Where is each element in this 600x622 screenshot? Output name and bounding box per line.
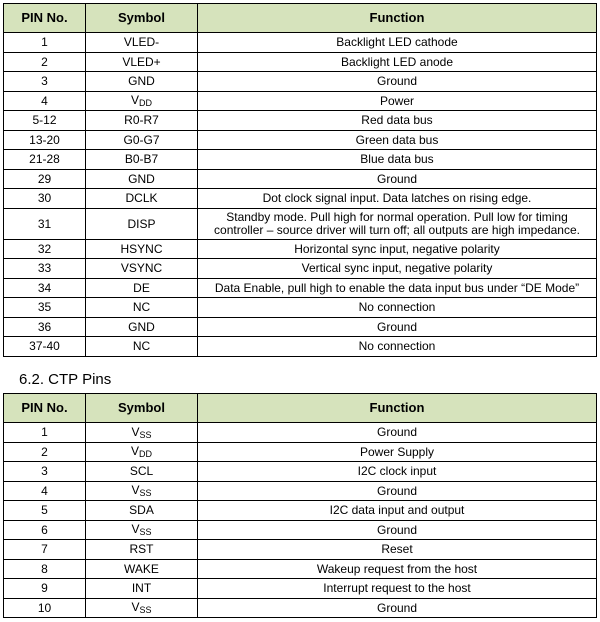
function-cell: Ground (198, 598, 597, 618)
function-cell: Standby mode. Pull high for normal operation. Pull low for timing controller – source driver will turn off; all outputs are high impedance. (198, 208, 597, 239)
symbol-text: V (131, 483, 140, 498)
table-row (4, 72, 597, 92)
symbol-subscript: DD (139, 98, 152, 109)
symbol-subscript: SS (139, 527, 152, 538)
function-cell: Ground (198, 72, 597, 92)
pin-number-cell: 9 (4, 579, 86, 599)
table-row (4, 442, 597, 462)
table-row (4, 130, 597, 150)
symbol-text: WAKE (124, 561, 159, 576)
function-cell: Green data bus (198, 130, 597, 150)
function-cell: Backlight LED cathode (198, 33, 597, 53)
symbol-cell (86, 462, 198, 482)
symbol-text: DISP (127, 216, 156, 231)
pin-number-cell: 31 (4, 208, 86, 239)
table-row (4, 501, 597, 521)
pin-number-cell: 35 (4, 298, 86, 318)
symbol-text: DCLK (125, 191, 158, 206)
symbol-text: NC (132, 339, 151, 354)
lcd-pin-rows (4, 33, 597, 357)
symbol-text: R0-R7 (124, 113, 159, 128)
symbol-subscript: SS (139, 488, 152, 499)
table-row (4, 259, 597, 279)
symbol-subscript: SS (139, 605, 152, 616)
symbol-cell (86, 259, 198, 279)
symbol-cell (86, 540, 198, 560)
function-cell: I2C data input and output (198, 501, 597, 521)
table-row (4, 33, 597, 53)
symbol-cell (86, 520, 198, 540)
function-cell: Ground (198, 520, 597, 540)
symbol-cell (86, 33, 198, 53)
function-cell: Backlight LED anode (198, 52, 597, 72)
function-cell: Red data bus (198, 111, 597, 131)
symbol-cell (86, 72, 198, 92)
table-row (4, 462, 597, 482)
function-cell: No connection (198, 337, 597, 357)
header-symbol: Symbol (86, 4, 198, 33)
symbol-cell (86, 189, 198, 209)
function-cell: Reset (198, 540, 597, 560)
pin-number-cell: 33 (4, 259, 86, 279)
symbol-cell (86, 317, 198, 337)
symbol-cell (86, 501, 198, 521)
symbol-text: NC (132, 300, 151, 315)
symbol-cell (86, 298, 198, 318)
pin-number-cell: 2 (4, 442, 86, 462)
function-cell: Ground (198, 423, 597, 443)
symbol-text: V (131, 522, 140, 537)
pin-number-cell: 5-12 (4, 111, 86, 131)
symbol-text: VSYNC (120, 261, 163, 276)
symbol-text: B0-B7 (124, 152, 159, 167)
pin-number-cell: 34 (4, 278, 86, 298)
pin-number-cell: 4 (4, 91, 86, 111)
pin-number-cell: 6 (4, 520, 86, 540)
symbol-cell (86, 150, 198, 170)
symbol-text: V (131, 424, 140, 439)
function-cell: Data Enable, pull high to enable the data input bus under “DE Mode” (198, 278, 597, 298)
table-row (4, 189, 597, 209)
header-function: Function (198, 4, 597, 33)
symbol-text: SDA (129, 503, 154, 518)
symbol-cell (86, 239, 198, 259)
function-cell: Ground (198, 317, 597, 337)
table-header-row (4, 394, 597, 423)
symbol-text: VLED- (123, 35, 160, 50)
pin-number-cell: 10 (4, 598, 86, 618)
header-pin-no: PIN No. (4, 4, 86, 33)
function-cell: Vertical sync input, negative polarity (198, 259, 597, 279)
table-row (4, 337, 597, 357)
symbol-cell (86, 579, 198, 599)
ctp-pin-rows (4, 423, 597, 618)
symbol-subscript: SS (139, 429, 152, 440)
pin-number-cell: 32 (4, 239, 86, 259)
function-cell: Horizontal sync input, negative polarity (198, 239, 597, 259)
symbol-cell (86, 169, 198, 189)
symbol-text: SCL (129, 464, 154, 479)
table-row (4, 317, 597, 337)
table-row (4, 298, 597, 318)
symbol-text: RST (129, 542, 154, 557)
ctp-pin-table (3, 393, 597, 618)
symbol-cell (86, 423, 198, 443)
table-row (4, 111, 597, 131)
section-heading: 6.2. CTP Pins (19, 371, 112, 388)
pin-number-cell: 21-28 (4, 150, 86, 170)
table-row (4, 208, 597, 239)
symbol-text: V (130, 93, 139, 108)
pin-number-cell: 30 (4, 189, 86, 209)
table-row (4, 481, 597, 501)
function-cell: Interrupt request to the host (198, 579, 597, 599)
symbol-cell (86, 52, 198, 72)
symbol-text: GND (128, 171, 155, 186)
table-row (4, 278, 597, 298)
function-cell: Dot clock signal input. Data latches on rising edge. (198, 189, 597, 209)
symbol-cell (86, 278, 198, 298)
symbol-text: GND (128, 74, 155, 89)
pin-number-cell: 8 (4, 559, 86, 579)
function-cell: Power Supply (198, 442, 597, 462)
header-symbol: Symbol (86, 394, 198, 423)
function-cell: Ground (198, 169, 597, 189)
pin-number-cell: 37-40 (4, 337, 86, 357)
symbol-cell (86, 130, 198, 150)
header-function: Function (198, 394, 597, 423)
symbol-text: DE (133, 280, 150, 295)
pin-number-cell: 13-20 (4, 130, 86, 150)
pin-number-cell: 1 (4, 33, 86, 53)
table-row (4, 169, 597, 189)
table-row (4, 559, 597, 579)
symbol-cell (86, 481, 198, 501)
pin-number-cell: 4 (4, 481, 86, 501)
symbol-cell (86, 598, 198, 618)
symbol-cell (86, 91, 198, 111)
symbol-text: V (130, 444, 139, 459)
function-cell: Power (198, 91, 597, 111)
table-row (4, 540, 597, 560)
symbol-cell (86, 559, 198, 579)
lcd-pin-table (3, 3, 597, 357)
symbol-text: G0-G7 (123, 132, 160, 147)
function-cell: I2C clock input (198, 462, 597, 482)
table-row (4, 239, 597, 259)
pin-number-cell: 36 (4, 317, 86, 337)
pin-number-cell: 5 (4, 501, 86, 521)
table-row (4, 520, 597, 540)
pin-number-cell: 29 (4, 169, 86, 189)
symbol-text: V (131, 600, 140, 615)
header-pin-no: PIN No. (4, 394, 86, 423)
pin-number-cell: 1 (4, 423, 86, 443)
table-row (4, 579, 597, 599)
table-row (4, 52, 597, 72)
function-cell: No connection (198, 298, 597, 318)
pin-number-cell: 3 (4, 72, 86, 92)
table-row (4, 91, 597, 111)
symbol-text: GND (128, 319, 155, 334)
symbol-cell (86, 442, 198, 462)
symbol-subscript: DD (139, 449, 152, 460)
table-header-row (4, 4, 597, 33)
table-row (4, 150, 597, 170)
function-cell: Ground (198, 481, 597, 501)
pin-number-cell: 2 (4, 52, 86, 72)
symbol-text: INT (131, 581, 152, 596)
symbol-cell (86, 337, 198, 357)
pin-number-cell: 7 (4, 540, 86, 560)
symbol-text: HSYNC (120, 241, 163, 256)
pin-number-cell: 3 (4, 462, 86, 482)
symbol-text: VLED+ (122, 54, 161, 69)
table-row (4, 423, 597, 443)
symbol-cell (86, 111, 198, 131)
function-cell: Wakeup request from the host (198, 559, 597, 579)
table-row (4, 598, 597, 618)
function-cell: Blue data bus (198, 150, 597, 170)
symbol-cell (86, 208, 198, 239)
